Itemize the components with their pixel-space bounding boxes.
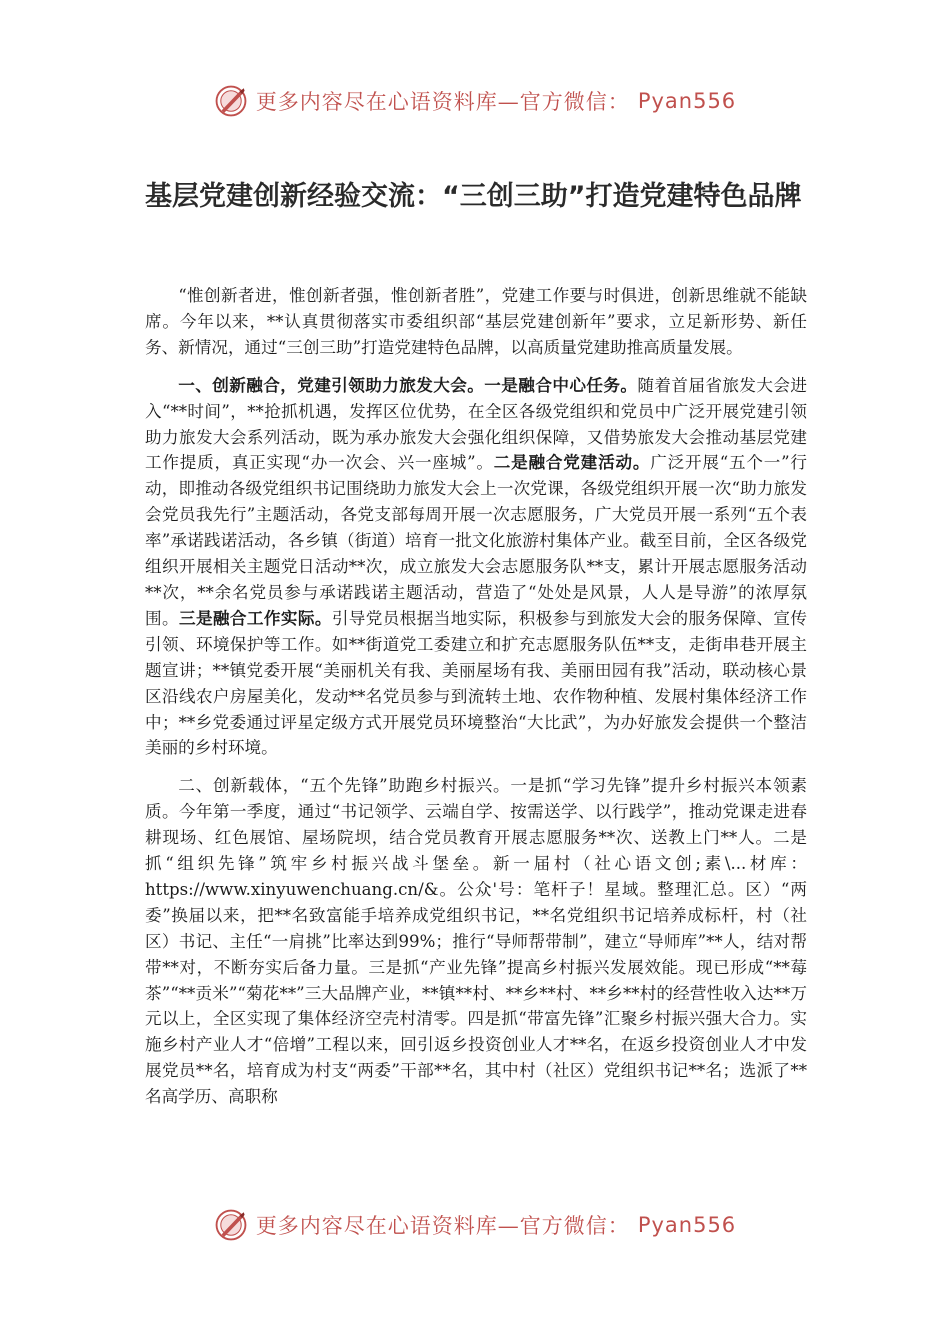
section-1-heading: 一、创新融合，党建引领助力旅发大会。 — [178, 374, 485, 395]
header-banner — [0, 84, 950, 118]
section-1-text-3: 引导党员根据当地实际，积极参与到旅发大会的服务保障、宣传引领、环境保护等工作。如**街道党工委建立和扩充志愿服务队伍**支，走街串巷开展主题宣讲；**镇党委开展“美丽机关有我、美丽屋场有我、美丽田园有我”活动，联动核心景区沿线农户房屋美化，发动**名党员参与到流转土地、农作物种植、发展村集体经济工作中；**乡党委通过评星定级方式开展党员环境整治“大比武”，为办好旅发会提供一个整洁美丽的乡村环境。 — [145, 608, 807, 758]
section-1-text-1: 随着首届省旅发大会进入“**时间”，**抢抓机遇，发挥区位优势，在全区各级党组织和党员中广泛开展党建引领助力旅发大会系列活动，既为承办旅发大会强化组织保障，又借势旅发大会推动基层党建工作提质，真正实现“办一次会、兴一座城”。 — [145, 375, 808, 473]
document-body — [145, 283, 807, 1122]
section-1-paragraph — [145, 373, 807, 762]
footer-banner — [0, 1208, 950, 1242]
banner-wechat-id: Pyan556 — [637, 1213, 737, 1237]
section-1-label-2: 二是融合党建活动。 — [493, 452, 651, 473]
brand-pen-logo-icon — [214, 1208, 248, 1242]
banner-text: 更多内容尽在心语资料库—官方微信： — [255, 1214, 630, 1238]
section-1-text-2: 广泛开展“五个一”行动，即推动各级党组织书记围绕助力旅发大会上一次党课，各级党组织开展一次“助力旅发会党员我先行”主题活动，各党支部每周开展一次志愿服务，广大党员开展一系列“五个表率”承诺践诺活动，各乡镇（街道）培育一批文化旅游村集体产业。截至目前，全区各级党组织开展相关主题党日活动**次，成立旅发大会志愿服务队**支，累计开展志愿服务活动**次，**余名党员参与承诺践诺主题活动，营造了“处处是风景，人人是导游”的浓厚氛围。 — [145, 453, 808, 628]
banner-wechat-id: Pyan556 — [637, 89, 737, 113]
section-2-paragraph: 二、创新载体，“五个先锋”助跑乡村振兴。一是抓“学习先锋”提升乡村振兴本领素质。今年第一季度，通过“书记领学、云端自学、按需送学、以行践学”，推动党课走进春耕现场、红色展馆、屋场院坝，结合党员教育开展志愿服务**次、送教上门**人。二是抓“组织先锋”筑牢乡村振兴战斗堡垒。新一届村（社心语文创;素\...材库：https://www.xinyuwenchuang.cn/&。公众'号：笔杆子！星域。整理汇总。区）“两委”换届以来，把**名致富能手培养成党组织书记，**名党组织书记培养成标杆，村（社区）书记、主任“一肩挑”比率达到99%；推行“导师帮带制”，建立“导师库”**人，结对帮带**对，不断夯实后备力量。三是抓“产业先锋”提高乡村振兴发展效能。现已形成“**莓茶”“**贡米”“菊花**”三大品牌产业，**镇**村、**乡**村、**乡**村的经营性收入达**万元以上，全区实现了集体经济空壳村清零。四是抓“带富先锋”汇聚乡村振兴强大合力。实施乡村产业人才“倍增”工程以来，回引返乡投资创业人才**名，在返乡投资创业人才中发展党员**名，培育成为村支“两委”干部**名，其中村（社区）党组织书记**名；选派了**名高学历、高职称 — [145, 776, 807, 1107]
document-title: 基层党建创新经验交流：“三创三助”打造党建特色品牌 — [145, 181, 802, 212]
intro-paragraph: “惟创新者进，惟创新者强，惟创新者胜”，党建工作要与时俱进，创新思维就不能缺席。今年以来，**认真贯彻落实市委组织部“基层党建创新年”要求，立足新形势、新任务、新情况，通过“三创三助”打造党建特色品牌，以高质量党建助推高质量发展。 — [145, 286, 807, 357]
banner-text: 更多内容尽在心语资料库—官方微信： — [255, 90, 630, 114]
brand-pen-logo-icon — [214, 84, 248, 118]
section-1-label-1: 一是融合中心任务。 — [484, 374, 638, 395]
section-1-label-3: 三是融合工作实际。 — [178, 607, 332, 628]
